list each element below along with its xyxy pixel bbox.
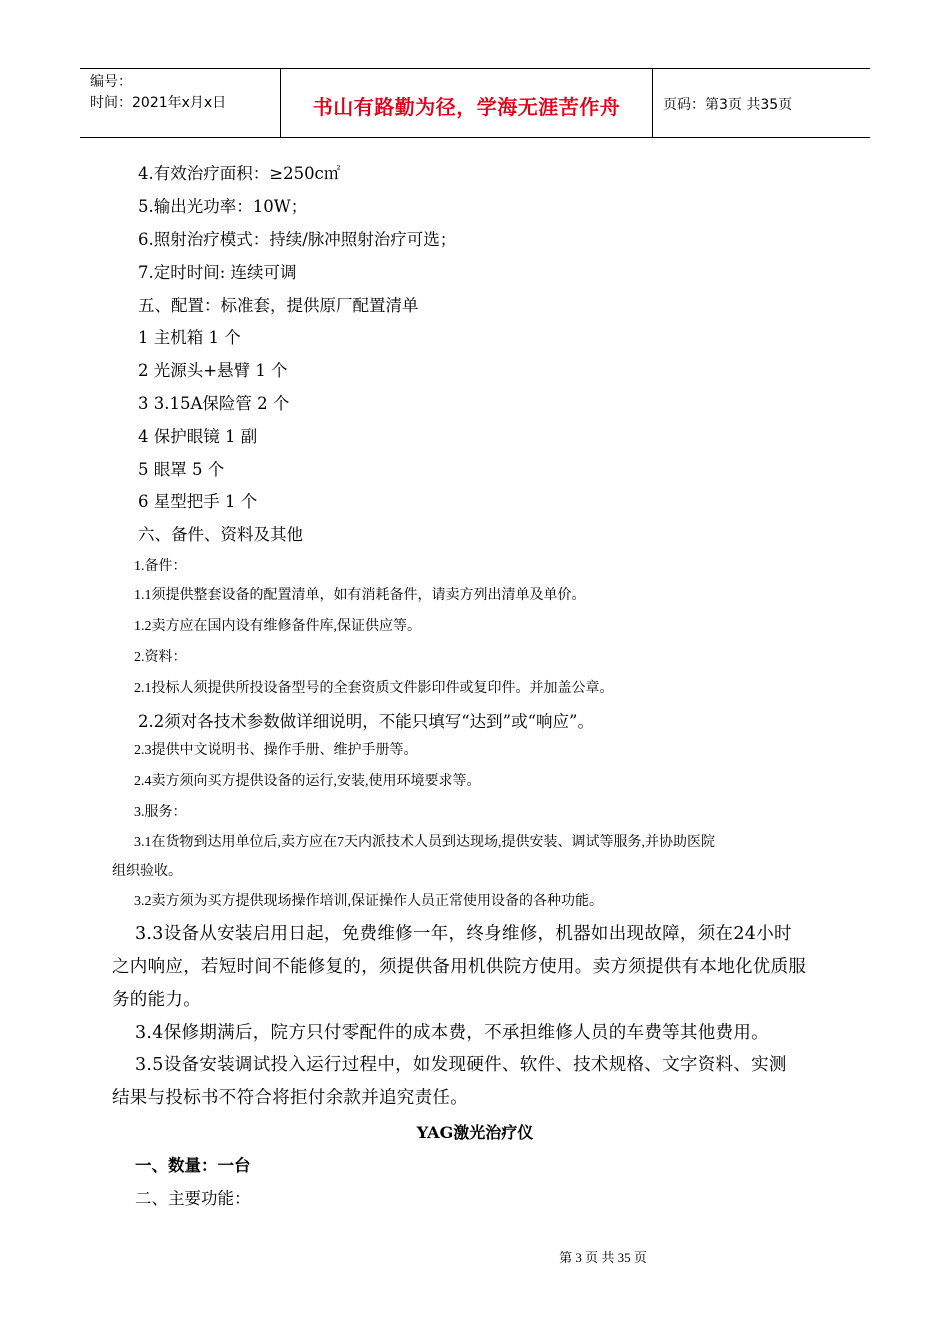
spares-line: 3.服务： bbox=[134, 805, 187, 820]
service-33-line: 之内响应，若短时间不能修复的，须提供备用机供院方使用。卖方须提供有本地化优质服 bbox=[112, 957, 807, 977]
service-35-line: 3.5设备安装调试投入运行过程中，如发现硬件、软件、技术规格、文字资料、实测 bbox=[135, 1055, 787, 1075]
spares-line: 2.4卖方须向买方提供设备的运行,安装,使用环境要求等。 bbox=[134, 774, 481, 789]
spec-line: 7.定时时间: 连续可调 bbox=[138, 263, 297, 282]
spec-line: 5.输出光功率：10W； bbox=[138, 197, 308, 216]
config-item: 1 主机箱 1 个 bbox=[138, 328, 241, 347]
time-label: 时间：2021年x月x日 bbox=[90, 95, 227, 111]
functions-line: 二、主要功能： bbox=[135, 1189, 251, 1208]
spares-line: 1.2卖方应在国内设有维修备件库,保证供应等。 bbox=[134, 619, 421, 634]
service-34-line: 3.4保修期满后，院方只付零配件的成本费，不承担维修人员的车费等其他费用。 bbox=[135, 1023, 769, 1043]
config-item: 5 眼罩 5 个 bbox=[138, 460, 225, 479]
spares-line: 2.1投标人须提供所投设备型号的全套资质文件影印件或复印件。并加盖公章。 bbox=[134, 681, 614, 696]
spares-line: 2.2须对各技术参数做详细说明，不能只填写“达到”或“响应”。 bbox=[138, 712, 594, 731]
service-35-line: 结果与投标书不符合将拒付余款并追究责任。 bbox=[112, 1088, 468, 1108]
spares-line: 1.1须提供整套设备的配置清单，如有消耗备件，请卖方列出清单及单价。 bbox=[134, 588, 586, 603]
spares-line: 3.1在货物到达用单位后,卖方应在7天内派技术人员到达现场,提供安装、调试等服务,并协助医院 bbox=[134, 835, 715, 850]
spares-line: 3.2卖方须为买方提供现场操作培训,保证操作人员正常使用设备的各种功能。 bbox=[134, 894, 603, 909]
config-heading: 五、配置：标准套，提供原厂配置清单 bbox=[138, 296, 419, 315]
spares-heading: 六、备件、资料及其他 bbox=[138, 525, 303, 544]
spares-line: 组织验收。 bbox=[112, 864, 182, 879]
spec-line: 6.照射治疗模式：持续/脉冲照射治疗可选； bbox=[138, 230, 457, 249]
header-page-label: 页码：第3页 共35页 bbox=[663, 97, 793, 113]
document-header bbox=[80, 68, 870, 138]
page-footer: 第 3 页 共 35 页 bbox=[559, 1250, 647, 1265]
spec-line: 4.有效治疗面积：≥250c㎡ bbox=[138, 164, 341, 183]
config-item: 6 星型把手 1 个 bbox=[138, 492, 258, 511]
spares-line: 2.3提供中文说明书、操作手册、维护手册等。 bbox=[134, 743, 418, 758]
config-item: 4 保护眼镜 1 副 bbox=[138, 427, 258, 446]
header-motto: 书山有路勤为径，学海无涯苦作舟 bbox=[281, 69, 653, 137]
section-title: YAG激光治疗仪 bbox=[416, 1123, 534, 1142]
number-label: 编号： bbox=[90, 74, 132, 90]
config-item: 3 3.15A保险管 2 个 bbox=[138, 394, 290, 413]
spares-line: 2.资料： bbox=[134, 650, 187, 665]
header-meta bbox=[80, 69, 281, 137]
quantity-line: 一、数量：一台 bbox=[135, 1156, 251, 1175]
spares-line: 1.备件： bbox=[134, 559, 187, 574]
service-33-line: 3.3设备从安装启用日起，免费维修一年，终身维修，机器如出现故障，须在24小时 bbox=[135, 924, 792, 944]
service-33-line: 务的能力。 bbox=[112, 990, 201, 1010]
config-item: 2 光源头+悬臂 1 个 bbox=[138, 361, 288, 380]
